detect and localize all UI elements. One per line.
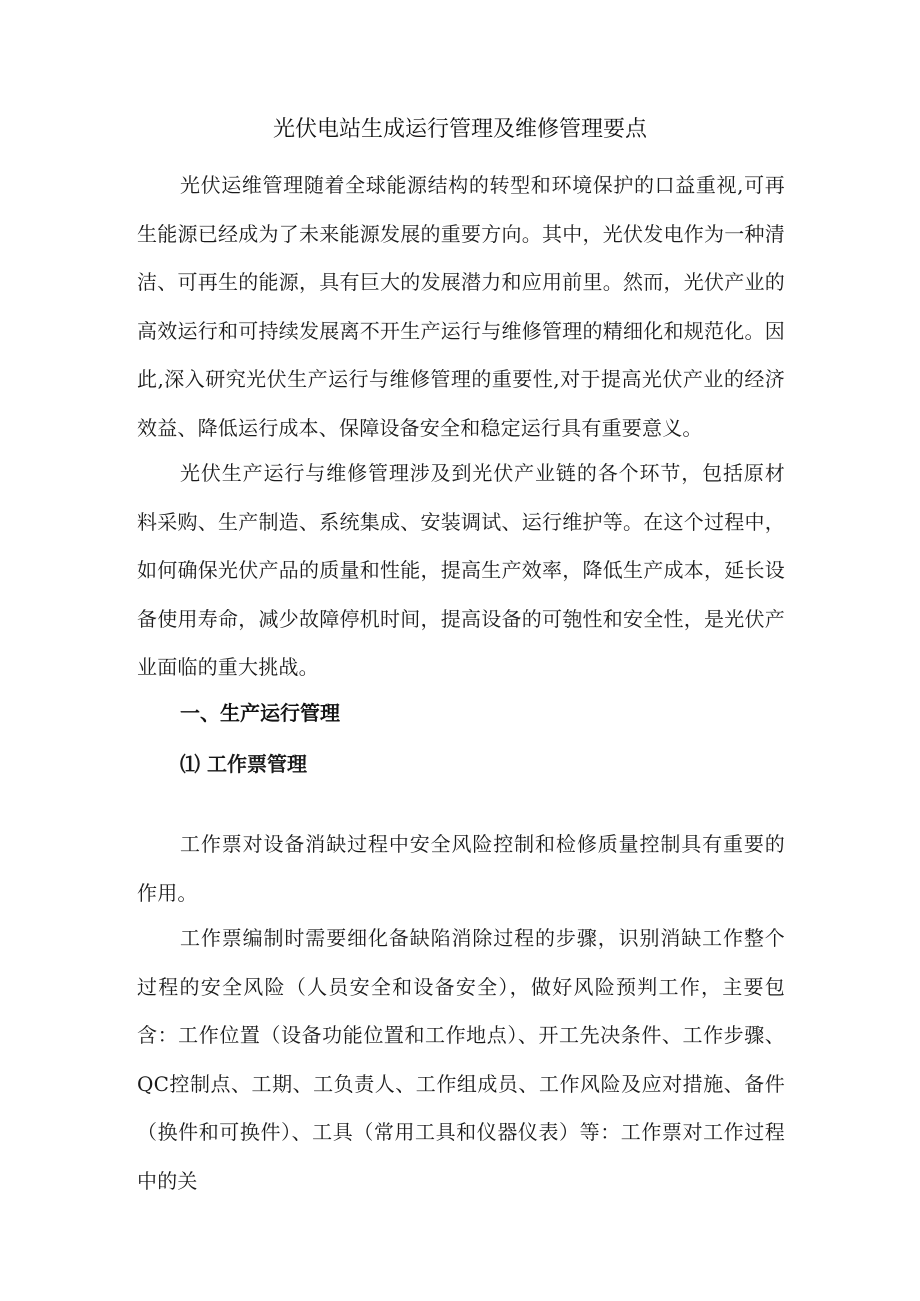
document-title: 光伏电站生成运行管理及维修管理要点 [272, 117, 647, 142]
paragraph-intro-1: 光伏运维管理随着全球能源结构的转型和环境保护的口益重视,可再生能源已经成为了未来能源发展的重要方向。其中，光伏发电作为一种清洁、可再生的能源，具有巨大的发展潜力和应用前里。然而，光伏产业的高效运行和可持续发展离不开生产运行与维修管理的精细化和规范化。因此,深入研究光伏生产运行与维修管理的重要性,对于提高光伏产业的经济效益、降低运行成本、保障设备安全和稳定运行具有重要意义。 [137, 173, 785, 440]
section-heading: 一、生产运行管理 [180, 701, 340, 725]
paragraph-work-ticket-1: 工作票对设备消缺过程中安全风险控制和检修质量控制具有重要的作用。 [137, 832, 785, 905]
paragraph-intro-2: 光伏生产运行与维修管理涉及到光伏产业链的各个环节，包括原材料采购、生产制造、系统集成、安装调试、运行维护等。在这个过程中，如何确保光伏产品的质量和性能，提高生产效率，降低生产成本，延长设备使用寿命，减少故障停机时间，提高设备的可匏性和安全性，是光伏产业面临的重大挑战。 [137, 461, 785, 680]
paragraph-work-ticket-2: 工作票编制时需要细化备缺陷消除过程的步骤，识别消缺工作整个过程的安全风险（人员安全和设备安全），做好风险预判工作，主要包含：工作位置（设备功能位置和工作地点）、开工先决条件、工作步骤、QC控制点、工期、工负责人、工作组成员、工作风险及应对措施、备件（换件和可换件）、工具（常用工具和仪器仪表）等：工作票对工作过程中的关 [137, 926, 785, 1193]
subsection-heading: ⑴ 工作票管理 [180, 752, 307, 776]
